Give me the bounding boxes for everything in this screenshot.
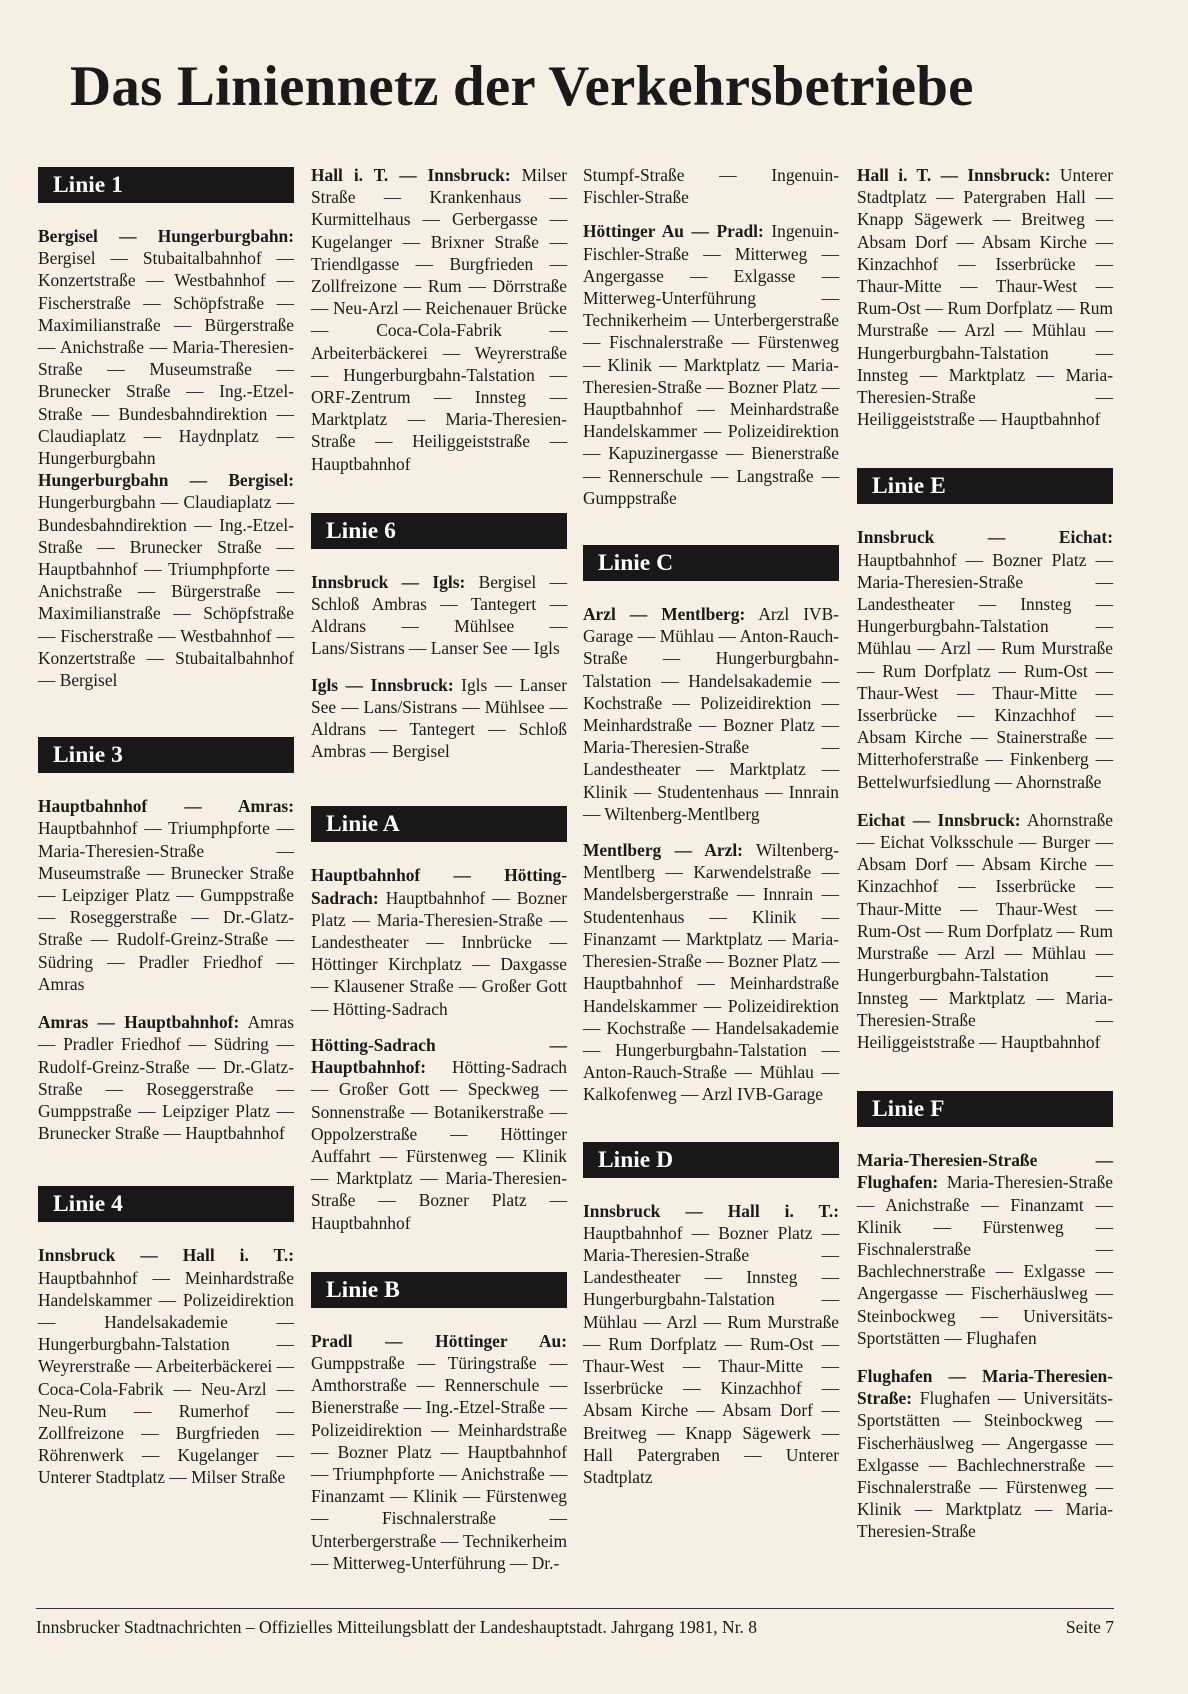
section-header-linie-4: Linie 4 bbox=[38, 1186, 294, 1222]
route-paragraph bbox=[857, 1365, 1113, 1543]
route-paragraph bbox=[311, 164, 567, 475]
route-title: Arzl — Mentlberg: bbox=[583, 604, 746, 625]
column-2 bbox=[311, 164, 567, 1574]
route-title: Hungerburgbahn — Bergisel: bbox=[38, 470, 294, 491]
section-header-linie-e: Linie E bbox=[857, 468, 1113, 504]
route-stops: Igls — Lanser See — Lans/Sistrans — Mühlsee — Aldrans — Tantegert — Schloß Ambras — Bergisel bbox=[311, 674, 567, 762]
route-paragraph bbox=[311, 1034, 567, 1234]
page-title: Das Liniennetz der Verkehrsbetriebe bbox=[70, 55, 974, 118]
route-stops: Gumppstraße — Türingstraße — Amthorstraße — Rennerschule — Bienerstraße — Ing.-Etzel-Straße — Polizeidirektion — Meinhardstraße — Bozner Platz — Hauptbahnhof — Triumphpforte — Anichstraße — Finanzamt — Klinik — Fürstenweg — Fischnalerstraße — Unterbergerstraße — Technikerheim — Mitterweg-Unterführung — Dr.- bbox=[311, 1352, 567, 1573]
route-paragraph bbox=[38, 1011, 294, 1144]
route-stops: Hauptbahnhof — Bozner Platz — Maria-Theresien-Straße — Landestheater — Innbrücke — Höttinger Kirchplatz — Daxgasse — Klausener Straße — Großer Gott — Hötting-Sadrach bbox=[311, 887, 567, 1019]
route-title: Innsbruck — Hall i. T.: bbox=[583, 1200, 839, 1221]
route-paragraph bbox=[857, 809, 1113, 1053]
route-stops: Milser Straße — Krankenhaus — Kurmittelhaus — Gerbergasse — Kugelanger — Brixner Straße — Triendlgasse — Burgfrieden — Zollfreizone — Rum — Dörrstraße — Neu-Arzl — Reichenauer Brücke — Coca-Cola-Fabrik — Arbeiterbäckerei — Weyrerstraße — Hungerburgbahn-Talstation — ORF-Zentrum — Innsteg — Marktplatz — Maria-Theresien-Straße — Heiliggeiststraße — Hauptbahnhof bbox=[311, 165, 567, 474]
route-title: Hötting-Sadrach — Hauptbahnhof: bbox=[311, 1034, 567, 1078]
route-stops: Hauptbahnhof — Meinhardstraße Handelskammer — Polizeidirektion — Handelsakademie — Hungerburgbahn-Talstation — Weyrerstraße — Arbeiterbäckerei — Coca-Cola-Fabrik — Neu-Arzl — Neu-Rum — Rumerhof — Zollfreizone — Burgfrieden — Röhrenwerk — Kugelanger — Unterer Stadtplatz — Milser Straße bbox=[38, 1267, 294, 1488]
route-stops: Arzl IVB-Garage — Mühlau — Anton-Rauch-Straße — Hungerburgbahn-Talstation — Handelsakademie — Kochstraße — Polizeidirektion — Meinhardstraße — Bozner Platz — Maria-Theresien-Straße — Landestheater — Marktplatz — Klinik — Studentenhaus — Innrain — Wiltenberg-Mentlberg bbox=[583, 604, 839, 824]
route-paragraph bbox=[38, 795, 294, 995]
page-footer bbox=[36, 1608, 1114, 1638]
route-paragraph bbox=[38, 225, 294, 469]
route-paragraph bbox=[38, 1244, 294, 1488]
route-stops: Ingenuin-Fischler-Straße — Mitterweg — Angergasse — Exlgasse — Mitterweg-Unterführung — Technikerheim — Unterbergerstraße — Fischnalerstraße — Fürstenweg — Klinik — Marktplatz — Maria-Theresien-Straße — Bozner Platz — Hauptbahnhof — Meinhardstraße Handelskammer — Polizeidirektion — Kapuzinergasse — Bienerstraße — Rennerschule — Langstraße — Gumppstraße bbox=[583, 221, 839, 508]
route-title: Hauptbahnhof — Hötting-Sadrach: bbox=[311, 865, 567, 908]
route-stops: Amras — Pradler Friedhof — Südring — Rudolf-Greinz-Straße — Dr.-Glatz-Straße — Roseggerstraße — Gumppstraße — Leipziger Platz — Brunecker Straße — Hauptbahnhof bbox=[38, 1012, 294, 1144]
route-stops: Stumpf-Straße — Ingenuin-Fischler-Straße bbox=[583, 165, 839, 208]
route-paragraph bbox=[38, 469, 294, 691]
route-paragraph bbox=[857, 526, 1113, 792]
route-stops: Maria-Theresien-Straße — Anichstraße — Finanzamt — Klinik — Fürstenweg — Fischnalerstraße — Bachlechnerstraße — Exlgasse — Angergasse — Fischerhäuslweg — Steinbockweg — Universitäts-Sportstätten — Flughafen bbox=[857, 1172, 1113, 1348]
route-paragraph bbox=[311, 864, 567, 1019]
route-paragraph bbox=[311, 571, 567, 660]
column-4 bbox=[857, 164, 1113, 1543]
route-stops: Hötting-Sadrach — Großer Gott — Speckweg — Sonnenstraße — Botanikerstraße — Oppolzerstraße — Höttinger Auffahrt — Fürstenweg — Klinik — Marktplatz — Maria-Theresien-Straße — Bozner Platz — Hauptbahnhof bbox=[311, 1057, 567, 1233]
column-1 bbox=[38, 167, 294, 1489]
route-title: Flughafen — Maria-Theresien-Straße: bbox=[857, 1365, 1113, 1409]
route-stops: Flughafen — Universitäts-Sportstätten — Steinbockweg — Fischerhäuslweg — Angergasse — Exlgasse — Bachlechnerstraße — Fischnalerstraße — Fürstenweg — Klinik — Marktplatz — Maria-Theresien-Straße bbox=[857, 1388, 1113, 1542]
route-paragraph bbox=[583, 1200, 839, 1489]
route-stops: Hungerburgbahn — Claudiaplatz — Bundesbahndirektion — Ing.-Etzel-Straße — Brunecker Straße — Hauptbahnhof — Triumphpforte — Anichstraße — Bürgerstraße — Maximilianstraße — Schöpfstraße — Fischerstraße — Westbahnhof — Konzertstraße — Stubaitalbahnhof — Bergisel bbox=[38, 492, 294, 691]
route-title: Bergisel — Hungerburgbahn: bbox=[38, 226, 294, 246]
section-header-linie-3: Linie 3 bbox=[38, 737, 294, 773]
route-paragraph bbox=[857, 164, 1113, 430]
section-header-linie-d: Linie D bbox=[583, 1142, 839, 1178]
route-title: Hall i. T. — Innsbruck: bbox=[857, 165, 1051, 185]
route-title: Eichat — Innsbruck: bbox=[857, 809, 1021, 830]
route-title: Maria-Theresien-Straße — Flughafen: bbox=[857, 1150, 1113, 1193]
section-header-linie-a: Linie A bbox=[311, 806, 567, 842]
route-stops: Ahornstraße — Eichat Volksschule — Burger — Absam Dorf — Absam Kirche — Kinzachhof — Isserbrücke — Thaur-Mitte — Thaur-West — Rum-Ost — Rum Dorfplatz — Rum Murstraße — Arzl — Mühlau — Hungerburgbahn-Talstation — Innsteg — Marktplatz — Maria-Theresien-Straße — Heiliggeiststraße — Hauptbahnhof bbox=[857, 809, 1113, 1052]
route-stops: Hauptbahnhof — Bozner Platz — Maria-Theresien-Straße — Landestheater — Innsteg — Hungerburgbahn-Talstation — Mühlau — Arzl — Rum Murstraße — Rum Dorfplatz — Rum-Ost — Thaur-West — Thaur-Mitte — Isserbrücke — Kinzachhof — Absam Kirche — Stainerstraße — Mitterhoferstraße — Finkenberg — Bettelwurfsiedlung — Ahornstraße bbox=[857, 549, 1113, 792]
route-paragraph bbox=[583, 839, 839, 1105]
page-number: Seite 7 bbox=[1065, 1617, 1114, 1637]
route-title: Pradl — Höttinger Au: bbox=[311, 1330, 567, 1351]
route-paragraph bbox=[311, 1330, 567, 1574]
route-title: Hall i. T. — Innsbruck: bbox=[311, 165, 511, 185]
section-header-linie-6: Linie 6 bbox=[311, 513, 567, 549]
column-3 bbox=[583, 164, 839, 1488]
publication-info: Innsbrucker Stadtnachrichten – Offizielles Mitteilungsblatt der Landeshauptstadt. Jahrgang 1981, Nr. 8 bbox=[36, 1617, 758, 1637]
route-stops: Unterer Stadtplatz — Patergraben Hall — Knapp Sägewerk — Breitweg — Absam Dorf — Absam Kirche — Kinzachhof — Isserbrücke — Thaur-Mitte — Thaur-West — Rum-Ost — Rum Dorfplatz — Rum Murstraße — Arzl — Mühlau — Hungerburgbahn-Talstation — Innsteg — Marktplatz — Maria-Theresien-Straße — Heiliggeiststraße — Hauptbahnhof bbox=[857, 165, 1113, 430]
route-paragraph bbox=[583, 220, 839, 509]
route-stops: Wiltenberg-Mentlberg — Karwendelstraße — Mandelsbergerstraße — Innrain — Studentenhaus — Klinik — Finanzamt — Marktplatz — Maria-Theresien-Straße — Bozner Platz — Hauptbahnhof — Meinhardstraße Handelskammer — Polizeidirektion — Kochstraße — Handelsakademie — Hungerburgbahn-Talstation — Anton-Rauch-Straße — Mühlau — Kalkofenweg — Arzl IVB-Garage bbox=[583, 840, 839, 1105]
route-paragraph bbox=[311, 674, 567, 763]
route-title: Igls — Innsbruck: bbox=[311, 674, 454, 695]
section-header-linie-b: Linie B bbox=[311, 1272, 567, 1308]
route-title: Innsbruck — Hall i. T.: bbox=[38, 1245, 294, 1266]
route-title: Höttinger Au — Pradl: bbox=[583, 221, 764, 242]
section-header-linie-f: Linie F bbox=[857, 1091, 1113, 1127]
route-title: Amras — Hauptbahnhof: bbox=[38, 1012, 240, 1033]
route-paragraph bbox=[583, 164, 839, 208]
route-paragraph bbox=[857, 1149, 1113, 1349]
route-stops: Bergisel — Stubaitalbahnhof — Konzertstraße — Westbahnhof — Fischerstraße — Schöpfstraße — Maximilianstraße — Bürgerstraße — Anichstraße — Maria-Theresien-Straße — Museumstraße — Brunecker Straße — Ing.-Etzel-Straße — Bundesbahndirektion — Claudiaplatz — Haydnplatz — Hungerburgbahn bbox=[38, 248, 294, 469]
section-header-linie-c: Linie C bbox=[583, 545, 839, 581]
route-stops: Hauptbahnhof — Bozner Platz — Maria-Theresien-Straße — Landestheater — Innsteg — Hungerburgbahn-Talstation — Mühlau — Arzl — Rum Murstraße — Rum Dorfplatz — Rum-Ost — Thaur-West — Thaur-Mitte — Isserbrücke — Kinzachhof — Absam Kirche — Absam Dorf — Breitweg — Knapp Sägewerk — Hall Patergraben — Unterer Stadtplatz bbox=[583, 1222, 839, 1487]
route-stops: Bergisel — Schloß Ambras — Tantegert — Aldrans — Mühlsee — Lans/Sistrans — Lanser See — Igls bbox=[311, 571, 567, 659]
route-title: Mentlberg — Arzl: bbox=[583, 840, 743, 861]
route-stops: Hauptbahnhof — Triumphpforte — Maria-Theresien-Straße — Museumstraße — Brunecker Straße — Leipziger Platz — Gumppstraße — Roseggerstraße — Dr.-Glatz-Straße — Rudolf-Greinz-Straße — Südring — Pradler Friedhof — Amras bbox=[38, 818, 294, 994]
section-header-linie-1: Linie 1 bbox=[38, 167, 294, 203]
route-title: Innsbruck — Eichat: bbox=[857, 527, 1113, 548]
route-paragraph bbox=[583, 603, 839, 825]
route-title: Hauptbahnhof — Amras: bbox=[38, 796, 294, 817]
route-title: Innsbruck — Igls: bbox=[311, 571, 466, 592]
